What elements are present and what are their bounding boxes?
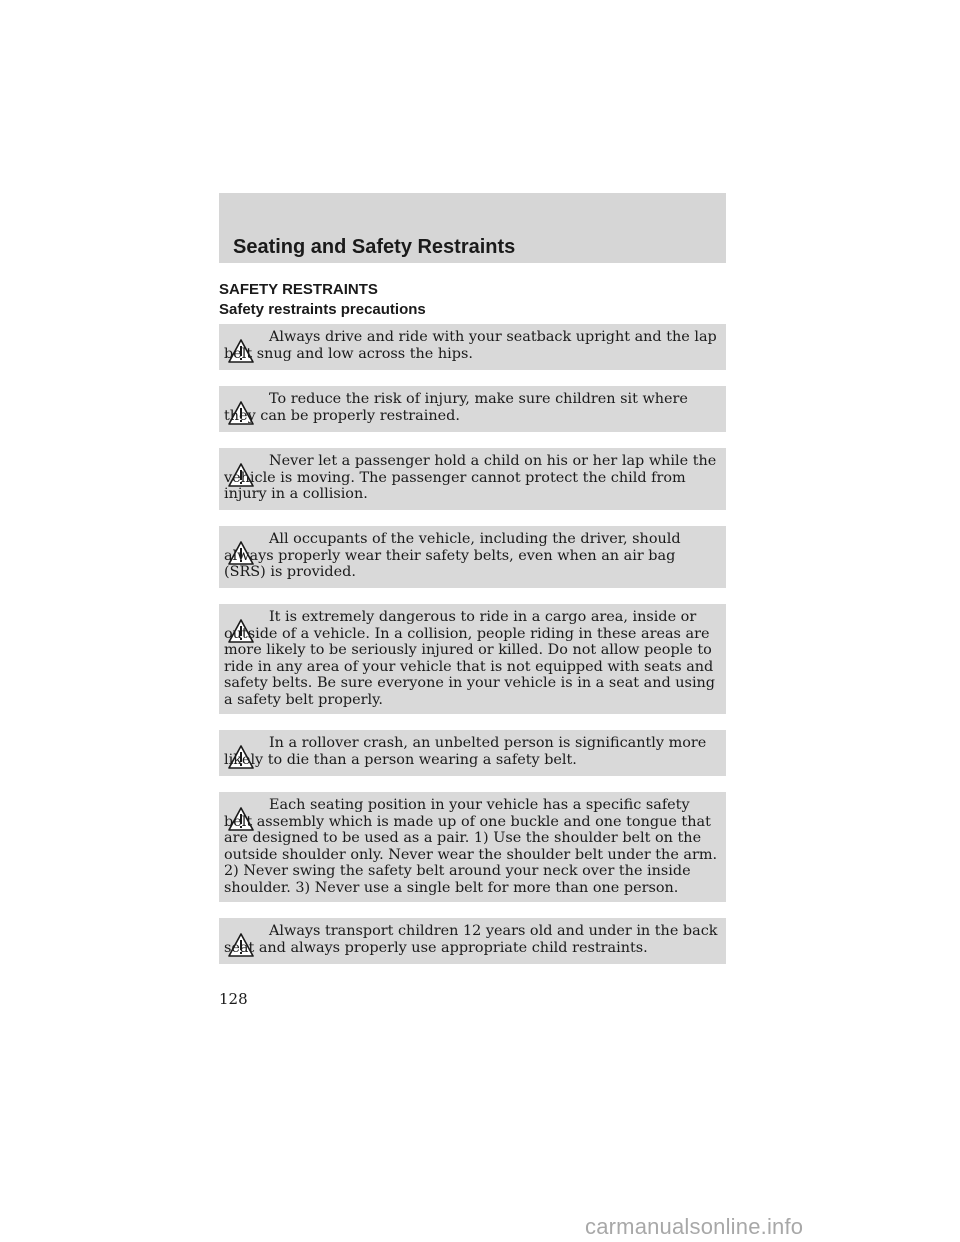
warning-text: Never let a passenger hold a child on his or her lap while the vehicle is moving. The passenger cannot protect the child from injury in a collision. — [224, 453, 717, 502]
warning-text: Always drive and ride with your seatback upright and the lap belt snug and low across the hips. — [224, 329, 717, 362]
warning-text: Each seating position in your vehicle has a specific safety belt assembly which is made up of one buckle and one tongue that are designed to be used as a pair. 1) Use the shoulder belt on the outside shoulder only. Never wear the shoulder belt under the arm. 2) Never swing the safety belt around your neck over the inside shoulder. 3) Never use a single belt for more than one person. — [224, 797, 718, 896]
section-subheading: Safety restraints precautions — [219, 301, 426, 318]
section-heading: SAFETY RESTRAINTS — [219, 281, 378, 298]
warning-text: In a rollover crash, an unbelted person is significantly more likely to die than a person wearing a safety belt. — [224, 735, 707, 768]
warning-box — [219, 448, 726, 510]
warning-box — [219, 730, 726, 776]
page-header-title: Seating and Safety Restraints — [233, 236, 516, 258]
page-number: 128 — [219, 990, 248, 1008]
warning-box — [219, 792, 726, 902]
warning-box — [219, 604, 726, 714]
warning-text: All occupants of the vehicle, including the driver, should always properly wear their safety belts, even when an air bag (SRS) is provided. — [224, 531, 681, 580]
warning-text: To reduce the risk of injury, make sure children sit where they can be properly restrained. — [224, 391, 688, 424]
warning-box — [219, 918, 726, 964]
warning-box — [219, 324, 726, 370]
watermark-text[interactable]: carmanualsonline.info — [585, 1214, 804, 1239]
warning-box — [219, 526, 726, 588]
warning-box — [219, 386, 726, 432]
warning-text: Always transport children 12 years old and under in the back seat and always properly use appropriate child restraints. — [224, 923, 718, 956]
warning-text: It is extremely dangerous to ride in a cargo area, inside or outside of a vehicle. In a collision, people riding in these areas are more likely to be seriously injured or killed. Do not allow people to ride in any area of your vehicle that is not equipped with seats and safety belts. Be sure everyone in your vehicle is in a seat and using a safety belt properly. — [224, 609, 716, 708]
